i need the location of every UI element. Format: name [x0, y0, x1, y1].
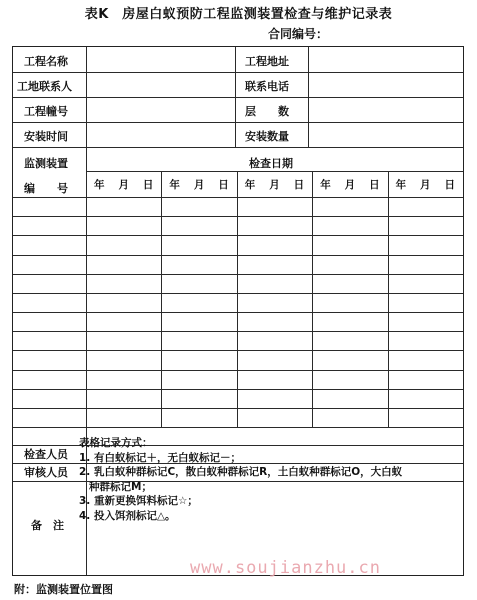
- info-row-rule: [13, 97, 463, 98]
- date-units-group: [320, 177, 379, 192]
- label-project-address: 工程地址: [245, 55, 289, 68]
- data-row-rule: [13, 331, 463, 332]
- date-unit-label: 月: [269, 179, 280, 191]
- info-mid-rule: [235, 47, 236, 147]
- date-unit-label: 月: [118, 179, 129, 191]
- date-unit-label: 月: [344, 179, 356, 191]
- label-floors: 层 数: [245, 105, 289, 118]
- notes-heading: 表格记录方式：: [79, 437, 153, 449]
- date-units-group: [396, 177, 455, 192]
- data-row-rule: [13, 293, 463, 294]
- label-device-no-line2: 编 号: [24, 182, 68, 195]
- notes-line-3: 种群标记M；: [89, 480, 152, 493]
- info-row-rule: [13, 72, 463, 73]
- label-project-name: 工程名称: [24, 55, 68, 68]
- label-site-contact: 工地联系人: [17, 80, 72, 93]
- date-unit-label: 年: [94, 179, 105, 191]
- data-row-rule: [13, 312, 463, 313]
- date-unit-label: 日: [142, 179, 154, 191]
- data-row-rule: [13, 255, 463, 256]
- label-install-time: 安装时间: [24, 130, 68, 143]
- contract-number-label: 合同编号：: [268, 27, 329, 41]
- data-row-rule: [13, 408, 463, 409]
- date-unit-label: 日: [293, 179, 305, 191]
- date-unit-label: 月: [420, 179, 431, 191]
- label-contact-phone: 联系电话: [245, 80, 289, 93]
- date-units-group: [245, 177, 304, 192]
- data-row-rule: [13, 370, 463, 371]
- form-title: 表K 房屋白蚁预防工程监测装置检查与维护记录表: [84, 7, 393, 22]
- label-inspector: 检查人员: [24, 448, 68, 461]
- watermark: www.soujianzhu.cn: [190, 558, 381, 578]
- info-row-rule: [13, 122, 463, 123]
- data-row-rule: [13, 274, 463, 275]
- notes-line-1: 1. 有白蚁标记＋，无白蚁标记－；: [79, 451, 241, 464]
- date-header-rule: [86, 171, 463, 172]
- label-remarks: 备 注: [31, 519, 64, 532]
- label-inspection-date: 检查日期: [249, 157, 293, 170]
- date-unit-label: 日: [218, 179, 229, 191]
- date-units-group: [169, 177, 228, 192]
- label-install-count: 安装数量: [245, 130, 289, 143]
- data-row-rule: [13, 235, 463, 236]
- label-device-no-line1: 监测装置: [24, 157, 68, 170]
- notes-block: [79, 436, 402, 524]
- data-row-rule: [13, 216, 463, 217]
- info-mid-rule: [308, 47, 309, 147]
- date-unit-label: 日: [369, 179, 380, 191]
- date-unit-label: 月: [193, 179, 205, 191]
- date-unit-label: 年: [169, 179, 180, 191]
- label-building-no: 工程幢号: [24, 105, 68, 118]
- footnote: 附：监测装置位置图: [14, 583, 113, 596]
- date-unit-label: 年: [320, 179, 331, 191]
- data-row-rule: [13, 389, 463, 390]
- date-unit-label: 年: [395, 179, 407, 191]
- date-unit-label: 日: [444, 179, 455, 191]
- data-row-rule: [13, 350, 463, 351]
- data-row-rule: [13, 427, 463, 428]
- header-bottom-rule: [13, 197, 463, 198]
- label-reviewer: 审核人员: [24, 466, 68, 479]
- info-row-rule: [13, 147, 463, 148]
- notes-line-4: 3. 重新更换饵料标记☆；: [79, 495, 198, 508]
- date-units-group: [94, 177, 153, 192]
- date-unit-label: 年: [244, 179, 256, 191]
- notes-line-2: 2. 乳白蚁种群标记C，散白蚁种群标记R，土白蚁种群标记O，大白蚁: [79, 466, 403, 479]
- notes-line-5: 4. 投入饵剂标记△。: [79, 509, 176, 522]
